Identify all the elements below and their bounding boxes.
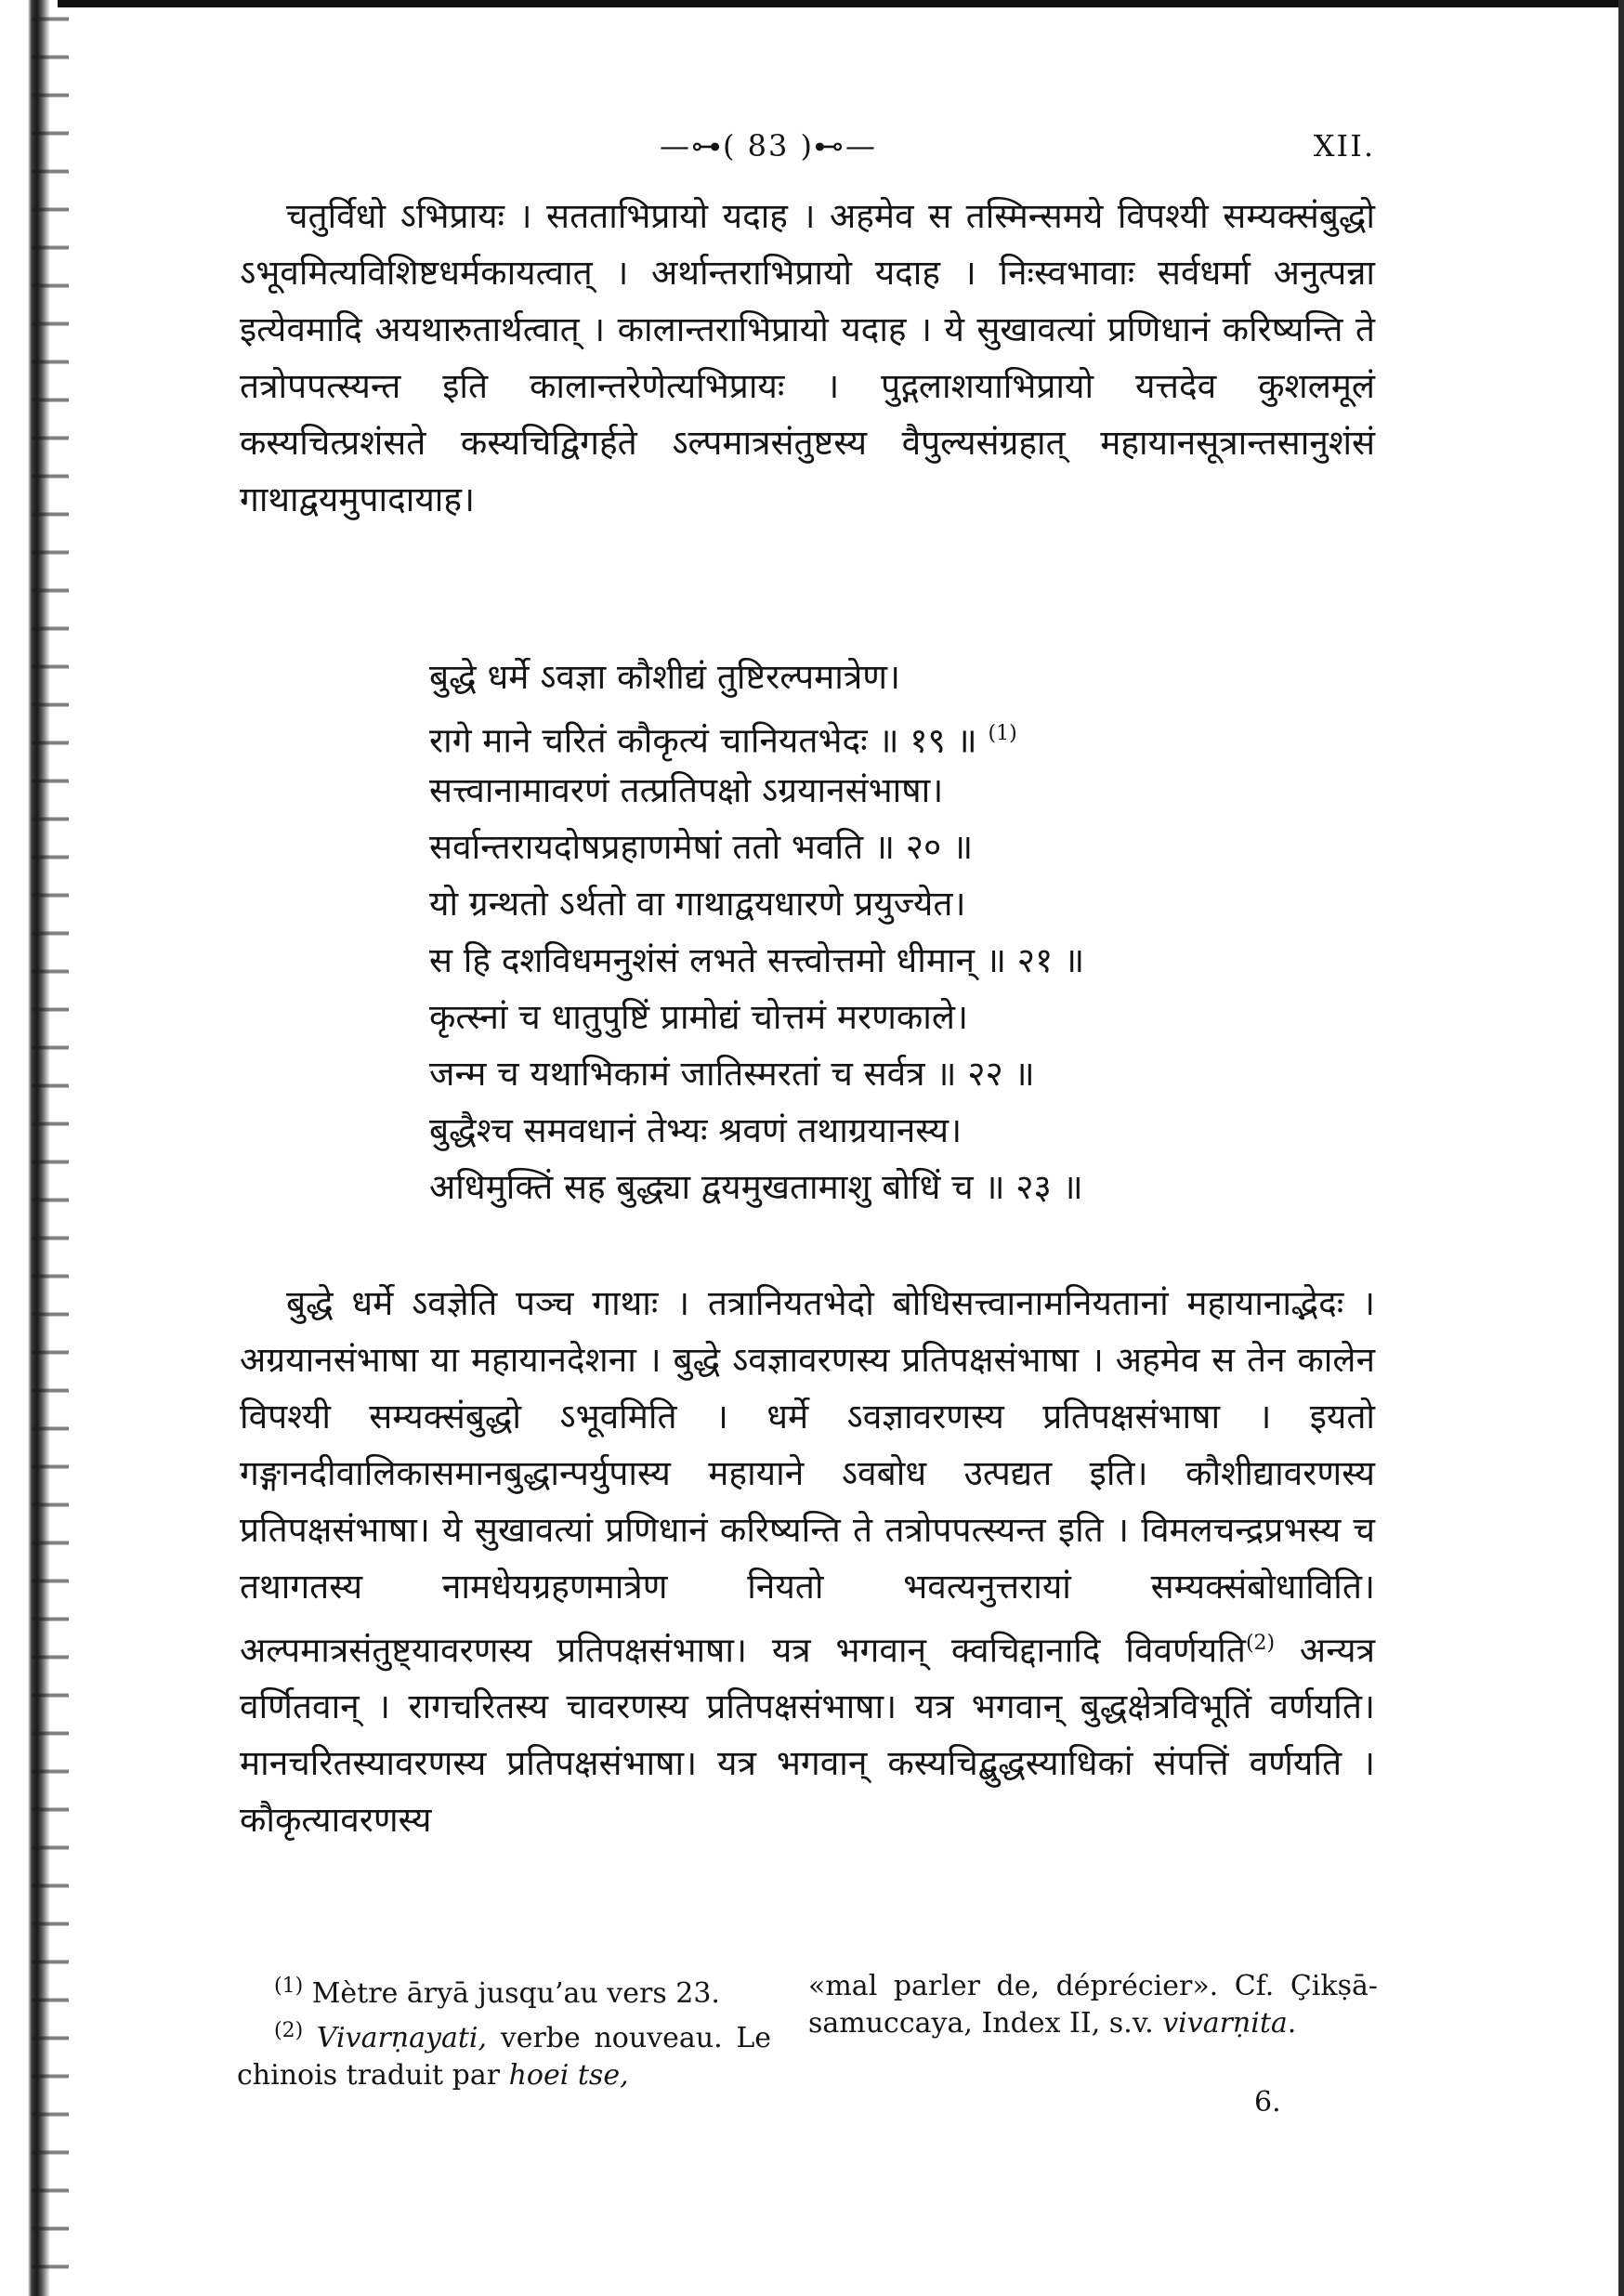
signature-mark: 6.: [1254, 2086, 1281, 2119]
footnote-2-continued: [808, 1968, 1378, 2042]
verse-line: [429, 875, 1303, 932]
intro-paragraph: [240, 188, 1375, 528]
scan-binding-marks: [32, 0, 69, 2296]
footnote-text: «mal parler de, déprécier». Cf. Çikṣā-samuccaya, Index II, s.v.: [808, 1970, 1378, 2040]
paragraph-text: चतुर्विधो ऽभिप्रायः । सतताभिप्रायो यदाह । अहमेव स तस्मिन्समये विपश्यी सम्यक्संबुद्धो ऽभूवमित्यविशिष्टधर्मकायत्वात् । अर्थान्तराभिप्रायो यदाह । निःस्वभावाः सर्वधर्मा अनुत्पन्ना इत्येवमादि अयथारुतार्थत्वात् । कालान्तराभिप्रायो यदाह । ये सुखावत्यां प्रणिधानं करिष्यन्ति ते तत्रोपपत्स्यन्त इति कालान्तरेणेत्यभिप्रायः । पुद्गलाशयाभिप्रायो यत्तदेव कुशलमूलं कस्यचित्प्रशंसते कस्यचिद्विगर्हते ऽल्पमात्रसंतुष्टस्य वैपुल्यसंग्रहात् महायानसूत्रान्तसानुशंसं गाथाद्वयमुपादायाह।: [240, 196, 1375, 519]
footnote-column-left: [237, 1968, 771, 2094]
footnote-term: hoei tse,: [508, 2059, 629, 2092]
verse-block: [429, 649, 1303, 1215]
footnote-text: verbe nouveau. Le chinois traduit par: [237, 2022, 772, 2092]
footnote-term: Vivarṇayati,: [303, 2022, 488, 2054]
footnote-text: .: [1287, 2007, 1297, 2040]
chapter-number: XII.: [1313, 128, 1375, 164]
verse-text: स हि दशविधमनुशंसं लभते सत्त्वोत्तमो धीमान् ॥ २१ ॥: [429, 940, 1085, 980]
page-number: —⊶( 83 )⊷—: [660, 128, 878, 164]
footnote-mark: (1): [274, 1975, 304, 1998]
verse-line: [429, 819, 1303, 875]
verse-line: [429, 989, 1303, 1045]
verse-text: बुद्धैश्च समवधानं तेभ्यः श्रवणं तथाग्रयानस्य।: [429, 1110, 963, 1150]
commentary-paragraph: [240, 1275, 1375, 1848]
verse-text: जन्म च यथाभिकामं जातिस्मरतां च सर्वत्र ॥ २२ ॥: [429, 1054, 1035, 1094]
footnote-2: [237, 2013, 771, 2094]
running-head: [242, 128, 1375, 175]
verse-line: [429, 1045, 1303, 1102]
verse-text: बुद्धे धर्मे ऽवज्ञा कौशीद्यं तुष्टिरल्पमात्रेण।: [429, 657, 901, 697]
footnote-term: vivarṇita: [1162, 2007, 1288, 2040]
paragraph-text: [240, 1275, 1375, 1848]
footnote-1: [237, 1968, 771, 2013]
scan-right-edge: [1618, 0, 1624, 2296]
footnote-ref-1[interactable]: (1): [988, 722, 1017, 745]
verse-text: यो ग्रन्थतो ऽर्थतो वा गाथाद्वयधारणे प्रयुज्येत।: [429, 884, 966, 924]
verse-text: सत्त्वानामावरणं तत्प्रतिपक्षो ऽग्रयानसंभाषा।: [429, 770, 944, 810]
verse-text: रागे माने चरितं कौकृत्यं चानियतभेदः ॥ १९ ॥: [429, 720, 977, 761]
verse-line: [429, 705, 1303, 762]
verse-text: सर्वान्तरायदोषप्रहाणमेषां ततो भवति ॥ २० ॥: [429, 827, 974, 867]
verse-line: [429, 1159, 1303, 1215]
scan-top-edge: [0, 0, 1624, 7]
footnote-mark: (2): [274, 2019, 304, 2042]
verse-line: [429, 1102, 1303, 1159]
footnote-ref-2[interactable]: (2): [1245, 1632, 1276, 1655]
footnote-text: Mètre āryā jusqu’au vers 23.: [303, 1977, 720, 2010]
footnote-column-right: [808, 1968, 1378, 2042]
verse-line: [429, 762, 1303, 819]
verse-line: [429, 649, 1303, 705]
verse-text: कृत्स्नां च धातुपुष्टिं प्रामोद्यं चोत्तमं मरणकाले।: [429, 997, 968, 1037]
verse-text: अधिमुक्तिं सह बुद्ध्या द्वयमुखतामाशु बोधिं च ॥ २३ ॥: [429, 1167, 1083, 1207]
commentary-text: अन्यत्र वर्णितवान् । रागचरितस्य चावरणस्य प्रतिपक्षसंभाषा। यत्र भगवान् बुद्धक्षेत्रविभूतिं वर्णयति। मानचरितस्यावरणस्य प्रतिपक्षसंभाषा। यत्र भगवान् कस्यचिद्बुद्धस्याधिकां संपत्तिं वर्णयति । कौकृत्यावरणस्य: [240, 1630, 1375, 1841]
verse-line: [429, 932, 1303, 989]
commentary-text: बुद्धे धर्मे ऽवज्ञेति पञ्च गाथाः । तत्रानियतभेदो बोधिसत्त्वानामनियतानां महायानाद्भेदः । अग्रयानसंभाषा या महायानदेशना । बुद्धे ऽवज्ञावरणस्य प्रतिपक्षसंभाषा । अहमेव स तेन कालेन विपश्यी सम्यक्संबुद्धो ऽभूवमिति । धर्मे ऽवज्ञावरणस्य प्रतिपक्षसंभाषा । इयतो गङ्गानदीवालिकासमानबुद्धान्पर्युपास्य महायाने ऽवबोध उत्पद्यत इति। कौशीद्यावरणस्य प्रतिपक्षसंभाषा। ये सुखावत्यां प्रणिधानं करिष्यन्ति ते तत्रोपपत्स्यन्त इति । विमलचन्द्रप्रभस्य च तथागतस्य नामधेयग्रहणमात्रेण नियतो भवत्यनुत्तरायां सम्यक्संबोधाविति। अल्पमात्रसंतुष्ट्यावरणस्य प्रतिपक्षसंभाषा। यत्र भगवान् क्वचिद्दानादि विवर्णयति: [240, 1283, 1375, 1671]
